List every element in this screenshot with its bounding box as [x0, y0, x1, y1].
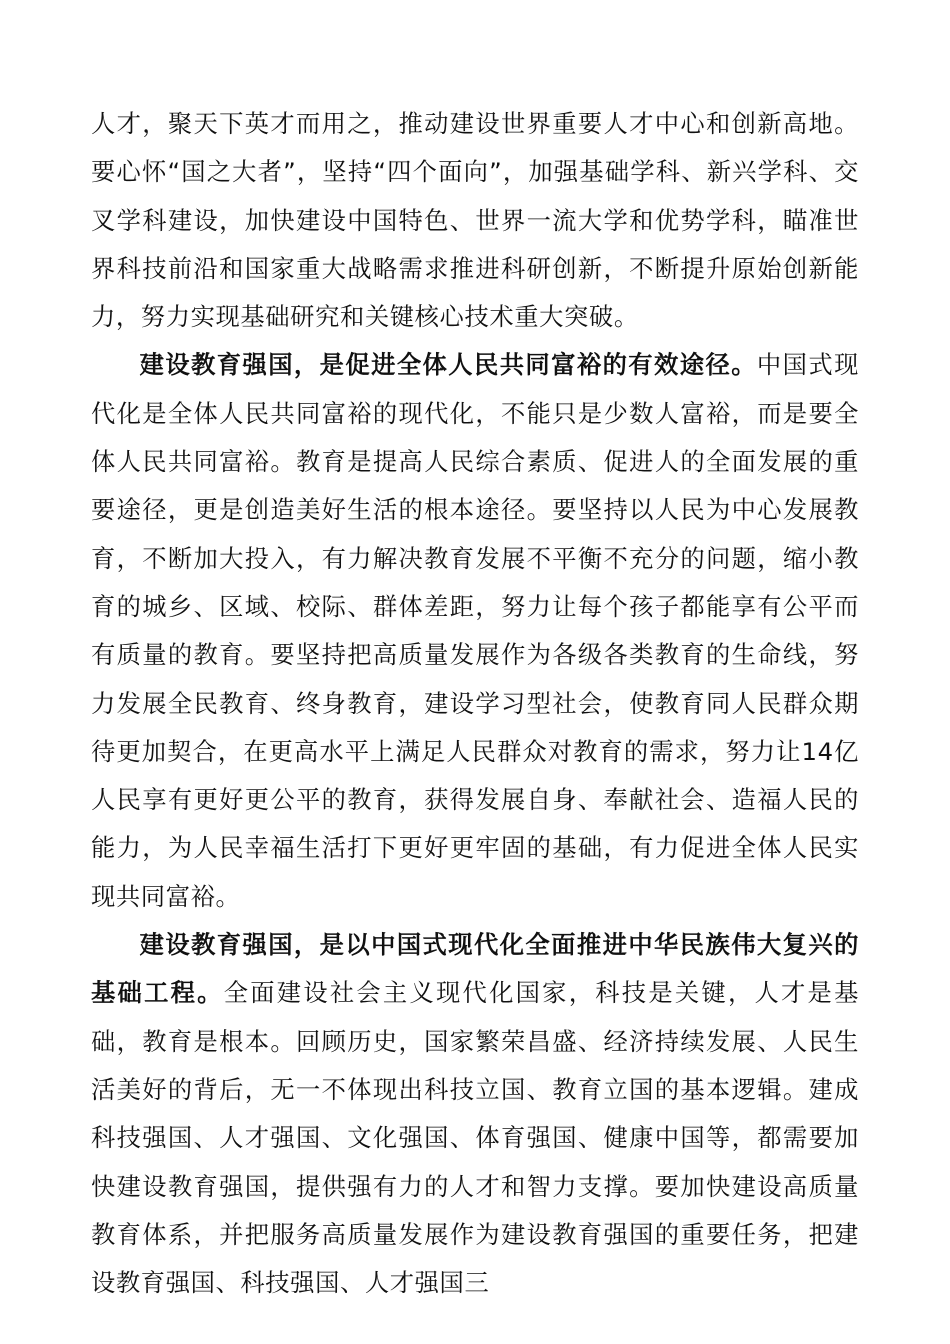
paragraph-talent-innovation [91, 100, 859, 341]
paragraph-body: 人才，聚天下英才而用之，推动建设世界重要人才中心和创新高地。要心怀“国之大者”，坚持“四个面向”，加强基础学科、新兴学科、交叉学科建设，加快建设中国特色、世界一流大学和优势学科，瞄准世界科技前沿和国家重大战略需求推进科研创新，不断提升原始创新能力，努力实现基础研究和关键核心技术重大突破。 [91, 109, 859, 332]
paragraph-body: 全面建设社会主义现代化国家，科技是关键，人才是基础，教育是根本。回顾历史，国家繁荣昌盛、经济持续发展、人民生活美好的背后，无一不体现出科技立国、教育立国的基本逻辑。建成科技强国、人才强国、文化强国、体育强国、健康中国等，都需要加快建设教育强国，提供强有力的人才和智力支撑。要加快建设高质量教育体系，并把服务高质量发展作为建设教育强国的重要任务，把建设教育强国、科技强国、人才强国三 [91, 978, 859, 1298]
paragraph-national-rejuvenation [91, 921, 859, 1307]
paragraph-lead-heading: 建设教育强国，是以中国式现代化全面推进中华民族伟大复兴的基础工程。 [91, 930, 859, 1008]
paragraph-lead-heading: 建设教育强国，是促进全体人民共同富裕的有效途径。 [139, 350, 757, 380]
document-page [91, 100, 859, 1307]
paragraph-common-prosperity [91, 341, 859, 921]
paragraph-body: 中国式现代化是全体人民共同富裕的现代化，不能只是少数人富裕，而是要全体人民共同富裕。教育是提高人民综合素质、促进人的全面发展的重要途径，更是创造美好生活的根本途径。要坚持以人民为中心发展教育，不断加大投入，有力解决教育发展不平衡不充分的问题，缩小教育的城乡、区域、校际、群体差距，努力让每个孩子都能享有公平而有质量的教育。要坚持把高质量发展作为各级各类教育的生命线，努力发展全民教育、终身教育，建设学习型社会，使教育同人民群众期待更加契合，在更高水平上满足人民群众对教育的需求，努力让14亿人民享有更好更公平的教育，获得发展自身、奉献社会、造福人民的能力，为人民幸福生活打下更好更牢固的基础，有力促进全体人民实现共同富裕。 [91, 350, 859, 911]
